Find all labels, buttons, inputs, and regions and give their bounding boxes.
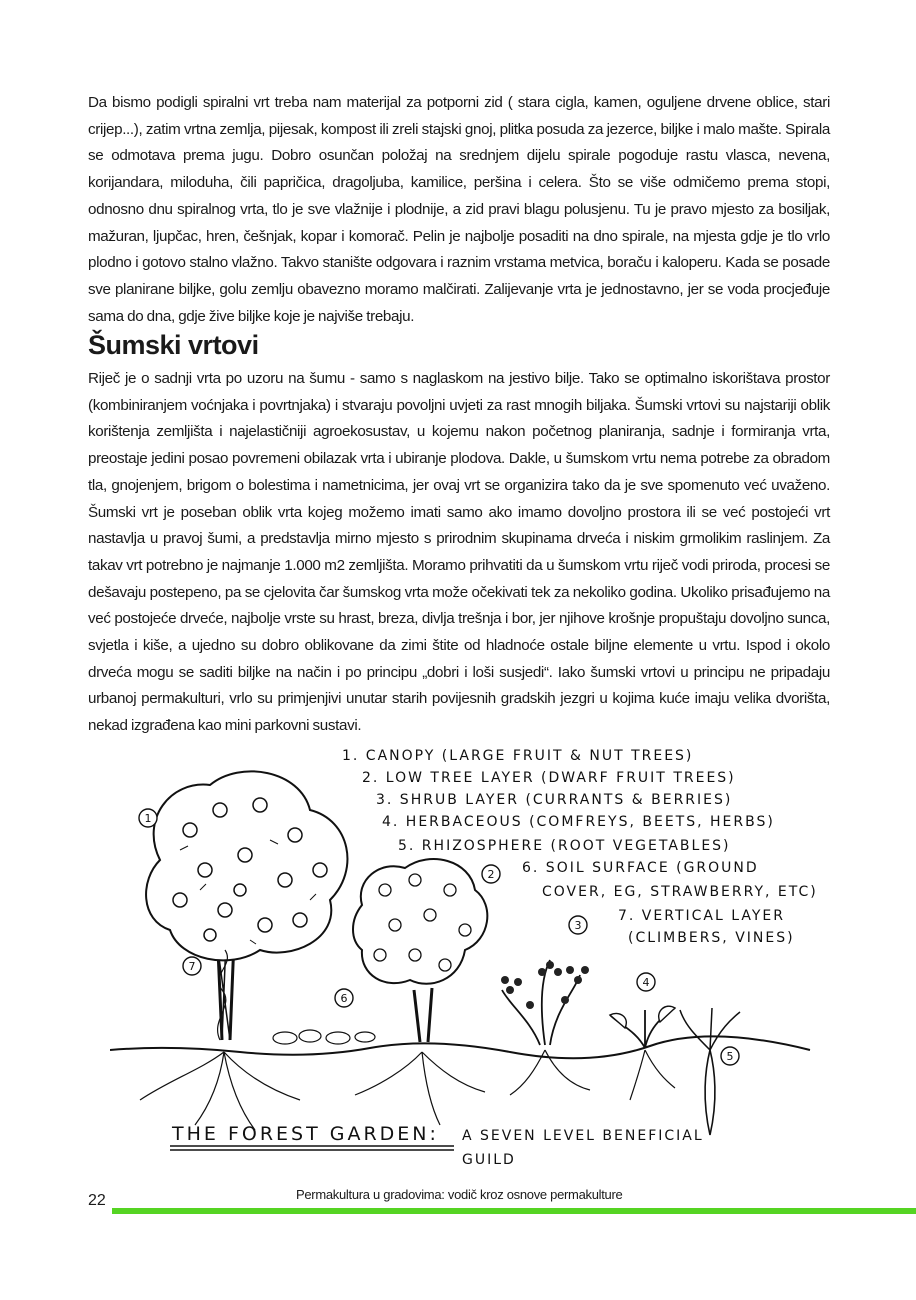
ground-cover bbox=[273, 1030, 375, 1044]
layer-label-5: 5. RHIZOSPHERE (ROOT VEGETABLES) bbox=[398, 838, 731, 854]
canopy-tree bbox=[146, 771, 347, 1040]
intro-paragraph: Da bismo podigli spiralni vrt treba nam materijal za potporni zid ( stara cigla, kamen, oguljene drvene oblice, stari crijep...), zatim vrtna zemlja, pijesak, kompost ili zreli stajski gnoj, plitka posuda za jezerce, biljke i malo mašte. Spirala se odmotava prema jugu. Dobro osunčan položaj na srednjem dijelu spirale pogoduje rastu vlasca, nevena, korijandara, miloduha, čili papričica, dragoljuba, kamilice, peršina i celera. Što se više odmičemo prema stopi, odnosno dnu spiralnog vrta, tlo je sve vlažnije i plodnije, a zid pravi blagu polusjenu. Tu je pravo mjesto za bosiljak, mažuran, ljupčac, hren, češnjak, kopar i komorač. Pelin je najbolje posaditi na dno spirale, na mjesta gdje je tlo vrlo plodno i gotovo stalno vlažno. Takvo stanište odgovara i raznim vrstama metvica, boraču i kaloperu. Kada se posade sve planirane biljke, golu zemlju obavezno moramo malčirati. Zalijevanje vrta je jednostavno, jer se voda procjeđuje sama do dna, gdje žive biljke koje je najviše trebaju. bbox=[88, 94, 830, 325]
marker-2: 2 bbox=[487, 868, 495, 881]
ground-line bbox=[110, 1036, 810, 1058]
page-number: 22 bbox=[88, 1192, 106, 1209]
marker-6: 6 bbox=[340, 992, 348, 1005]
layer-label-2: 2. LOW TREE LAYER (DWARF FRUIT TREES) bbox=[362, 770, 736, 786]
layer-label-4: 4. HERBACEOUS (COMFREYS, BEETS, HERBS) bbox=[382, 814, 775, 830]
caption-rest-line2: GUILD bbox=[462, 1152, 516, 1168]
footer-title: Permakultura u gradovima: vodič kroz osnove permakulture bbox=[296, 1187, 623, 1202]
shrub bbox=[501, 960, 589, 1045]
forest-garden-illustration bbox=[110, 740, 830, 1180]
marker-3: 3 bbox=[574, 919, 582, 932]
roots bbox=[140, 1050, 675, 1130]
caption-rest-line1: A SEVEN LEVEL BENEFICIAL bbox=[462, 1128, 704, 1144]
layer-label-1: 1. CANOPY (LARGE FRUIT & NUT TREES) bbox=[342, 748, 694, 764]
layer-label-6: 6. SOIL SURFACE (GROUND bbox=[522, 860, 759, 876]
marker-5: 5 bbox=[726, 1050, 734, 1063]
marker-7: 7 bbox=[188, 960, 196, 973]
layer-label-7-continued: (CLIMBERS, VINES) bbox=[628, 930, 795, 946]
layer-label-6-continued: COVER, EG, STRAWBERRY, ETC) bbox=[542, 884, 818, 900]
layer-label-3: 3. SHRUB LAYER (CURRANTS & BERRIES) bbox=[376, 792, 733, 808]
root-vegetable bbox=[680, 1008, 740, 1135]
section-heading: Šumski vrtovi bbox=[88, 330, 259, 360]
marker-4: 4 bbox=[642, 976, 650, 989]
footer-rule bbox=[112, 1208, 916, 1214]
layer-label-7: 7. VERTICAL LAYER bbox=[618, 908, 785, 924]
illustration-caption bbox=[170, 1123, 704, 1168]
low-tree bbox=[353, 859, 487, 1042]
forest-garden-paragraph: Riječ je o sadnji vrta po uzoru na šumu - samo s naglaskom na jestivo bilje. Tako se optimalno iskorištava prostor (kombiniranjem voćnjaka i povrtnjaka) i stvaraju povoljni uvjeti za rast mnogih biljaka. Šumski vrtovi su najstariji oblik korištenja zemljišta i najelastičniji agroekosustav, u kojemu nakon početnog planiranja, sadnje i formiranja vrta, preostaje jedini posao povremeni obilazak vrta i ubiranje plodova. Dakle, u šumskom vrtu nema potrebe za obradom tla, gnojenjem, brigom o bolestima i nametnicima, jer ovaj vrt se organizira tako da je sve spomenuto već uvaženo. Šumski vrt je poseban oblik vrta kojeg možemo imati samo ako imamo dovoljno prostora ili se već postojeći vrt nastavlja u pravoj šumi, a predstavlja mirno mjesto s prirodnim skupinama drveća i niskim grmolikim raslinjem. Za takav vrt potrebno je najmanje 1.000 m2 zemljišta. Moramo prihvatiti da u šumskom vrtu riječ vodi priroda, procesi se dešavaju postepeno, pa se cjelovita čar šumskog vrta može očekivati tek za nekoliko godina. Ukoliko prisađujemo na već postojeće drveće, najbolje vrste su hrast, breza, divlja trešnja i bor, jer njihove krošnje propuštaju dovoljno sunca, svjetla i kiše, a ujedno su dobro oblikovane da zimi štite od hladnoće ostale biljne elemente u vrtu. Ispod i okolo drveća mogu se saditi biljke na način i po principu „dobri i loši susjedi“. Iako šumski vrtovi u principu ne pripadaju urbanoj permakulturi, vrlo su primjenjivi unutar starih povijesnih gradskih jezgri u kojima kuće imaju velika dvorišta, nekad izgrađena kao mini parkovni sustavi. bbox=[88, 370, 830, 735]
marker-1: 1 bbox=[144, 812, 152, 825]
caption-main: THE FOREST GARDEN: bbox=[172, 1123, 439, 1145]
